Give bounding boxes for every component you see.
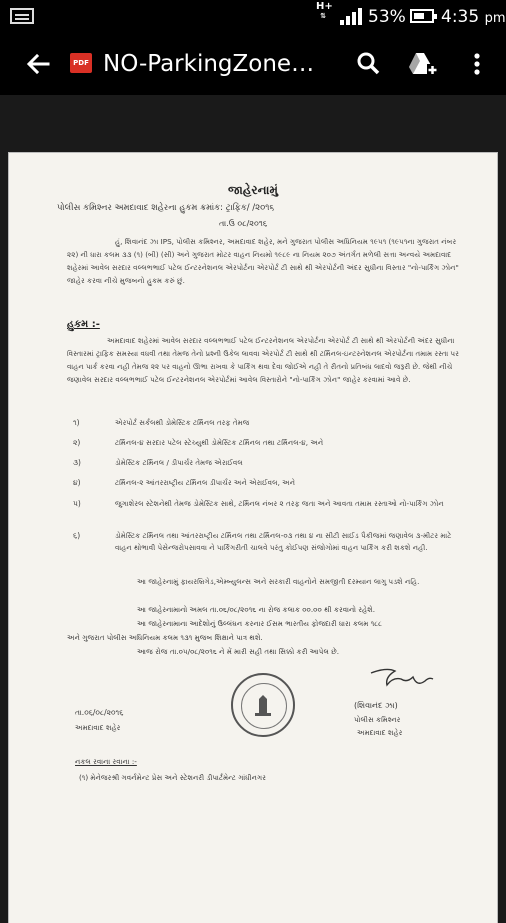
list-item: ટર્મિનલ-૪ સરદાર પટેલ સ્ટેચ્યુથી ડોમેસ્ટિક ટર્મિનલ તથા ટર્મિનલ-૪, અને	[115, 438, 324, 447]
battery-percent: 53%	[368, 7, 406, 27]
app-toolbar	[0, 33, 506, 95]
body-paragraph: અમદાવાદ શહેરમાં આવેલ સરદાર વલ્લભભાઈ પટેલ ઈન્ટરનેશનલ એરપોર્ટના એરપોર્ટ ટી સાથે થી એરપોર્ટની અંદર સુધીના વિસ્તારમાં ટ્રાફિક સમસ્યા વધવી તથા તેમજ તેનો પ્રશ્ની ઉકેલ લાવવા એરપોર્ટ ટી સાથે થી ટર્મિનલ-ઇન્ટરનેશનલ એરપોર્ટના તમામ રસ્તા પર વાહન પાર્ક કરવા નહી તેમજ ૨૨ પર વાહનો ઊભા રાખવા કે પાર્કિંગ થવા દેવા જોઈએ નહી તે રીતનો પ્રતિબંધ લાદવો જરૂરી છે. જેથી નીચે જણાવેલ સરદાર વલ્લભભાઈ પટેલ ઈન્ટરનેશનલ એરપોર્ટમાં આવેલ વિસ્તારોને "નો-પાર્કિંગ ઝોન" જાહેર કરવામાં આવે છે.	[67, 336, 459, 384]
doc-date-line: તા.ઉ ૦૮/૨૦૧૬	[219, 219, 268, 228]
list-item-number: ૨)	[73, 438, 81, 447]
footer-place: અમદાવાદ શહેર	[75, 723, 121, 732]
list-item: ડોમેસ્ટિક ટર્મિનલ / ડીપાર્ચર તેમજ એરાઈવલ	[115, 458, 243, 467]
signal-icon	[340, 8, 362, 25]
list-item-number: ૬)	[73, 531, 81, 540]
network-type-label: H+	[316, 1, 333, 12]
penalty-line-2: અને ગુજરાત પોલીસ અધિનિયમ કલમ ૧૩૧ મુજબ શિક્ષાને પાત્ર થશે.	[67, 633, 263, 642]
list-item: ડોમેસ્ટિક ટર્મિનલ તથા આંતરરાષ્ટ્રીય ટર્મિનલ તથા ટર્મિનલ-૦૩ તથા ૪ ના સીટી સાઈડ પૈકીજમાં જણાવેલ ૩-મીટર માટે વાહન થોભાવી પેસેન્જરોપસાવવા ને પાર્કિંગરીતી ચાલવે પરંતુ કોઈપણ સંજોગોમાં વાહન પાર્કિંગ કરી શકશે નહી.	[115, 531, 452, 552]
list-item: જુગાશેરલ સ્ટેશનેથી તેમજ ડોમેસ્ટિક સાથે, ટર્મિનલ નંબર ૨ તરફ જતા અને આવતા તમામ રસ્તાઓ નો-પાર્કિંગ ઝોન	[115, 499, 444, 508]
exemption-paragraph: આ જાહેરનામું ફાયરબ્રિગેડ,એમ્બ્યુલન્સ અને સરકારી વાહનોને સમજીતી દરમ્યાન લાગુ પડશે નહિ.	[137, 577, 420, 586]
copy-heading: નકલ રવાના રવાના :-	[75, 757, 137, 766]
clock-suffix: pm	[484, 11, 506, 26]
hukam-label: હુકમ :-	[67, 319, 100, 330]
document-title: NO-ParkingZone…	[103, 51, 315, 77]
screenshot-notification-icon	[10, 8, 34, 24]
police-seal	[231, 673, 295, 737]
battery-icon	[410, 9, 434, 23]
signatory-title: પોલીસ કમિશ્નર	[354, 715, 401, 724]
back-arrow-icon[interactable]	[22, 48, 54, 80]
signatory-city: અમદાવાદ શહેર	[357, 728, 403, 737]
issued-line: આજ રોજ તા.૦૫/૦૮/૨૦૧૬ ને મેં મારી સહી તથા સિક્કો કરી આપેલ છે.	[137, 647, 340, 656]
list-item: એરપોર્ટ સર્કલથી ડોમેસ્ટિક ટર્મિનલ તરફ તેમજ	[115, 418, 250, 427]
pdf-viewer[interactable]	[0, 95, 506, 900]
doc-heading: જાહેરનામું	[228, 183, 278, 197]
signature	[367, 665, 437, 693]
pdf-file-icon: PDF	[70, 53, 92, 73]
copy-line: (૧) મેનેજરશ્રી ગવર્નમેન્ટ પ્રેસ અને સ્ટેશનરી ડીપાર્ટમેન્ટ ગાંધીનગર	[79, 773, 266, 782]
list-item-number: ૪)	[73, 478, 81, 487]
clock-time: 4:35	[441, 7, 480, 27]
list-item-number: ૩)	[73, 458, 81, 467]
hplus-icon: H+ ⇅	[316, 1, 333, 20]
footer-date: તા.૦૬/૦૮/૨૦૧૬	[75, 708, 124, 717]
list-item-number: ૫)	[73, 499, 81, 508]
clock	[441, 7, 506, 29]
list-item: ટર્મિનલ-૨ આંતરરાષ્ટ્રીય ટર્મિનલ ડીપાર્ચર અને એરાઈવલ, અને	[115, 478, 296, 487]
doc-subheading: પોલીસ કમિશ્નર અમદાવાદ શહેરના હુકમ ક્રમાંક: ટ્રાફિક/ /૨૦૧૬	[57, 203, 275, 213]
search-icon[interactable]	[352, 47, 386, 81]
validity-line: આ જાહેરનામાનો અમલ તા.૦૬/૦૮/૨૦૧૬ ના રોજ કલાક ૦૦.૦૦ થી કરવાનો રહેશે.	[137, 605, 376, 614]
signatory-name: (શિવાનંદ ઝા)	[354, 701, 398, 710]
status-bar	[0, 0, 506, 33]
list-item-number: ૧)	[73, 418, 80, 427]
pdf-page[interactable]	[9, 153, 497, 923]
more-vert-icon[interactable]	[460, 47, 494, 81]
penalty-line-1: આ જાહેરનામાના આદેશોનું ઉલ્લંઘન કરનાર ઈસમ ભારતીય ફોજદારી ધારા કલમ ૧૮૮	[137, 619, 383, 628]
intro-paragraph: હું, શિવાનંદ ઝા IPS, પોલીસ કમિશ્નર, અમદાવાદ શહેર, મને ગુજરાત પોલીસ અધિનિયમ ૧૯૫૧ (૧૯૫૧ના ગુજરાત નંબર ૨૨) ની ધારા કલમ ૩૩ (૧) (બી) (સી) અને ગુજરાત મોટર વાહન નિયમો ૧૯૮૯ ના નિયમ ૨૦૭ અંતર્ગત મળેલી સત્તા અન્વયે અમદાવાદ શહેરમાં આવેલ સરદાર વલ્લભભાઈ પટેલ ઈન્ટરનેશનલ એરપોર્ટના એરપોર્ટ ટી સાથે થી એરપોર્ટની અંદર સુધીના વિસ્તાર "નો-પાર્કિંગ ઝોન" જાહેર કરવા નીચે મુજબનો હુકમ કરું છું.	[67, 237, 459, 285]
drive-add-icon[interactable]	[405, 47, 439, 81]
